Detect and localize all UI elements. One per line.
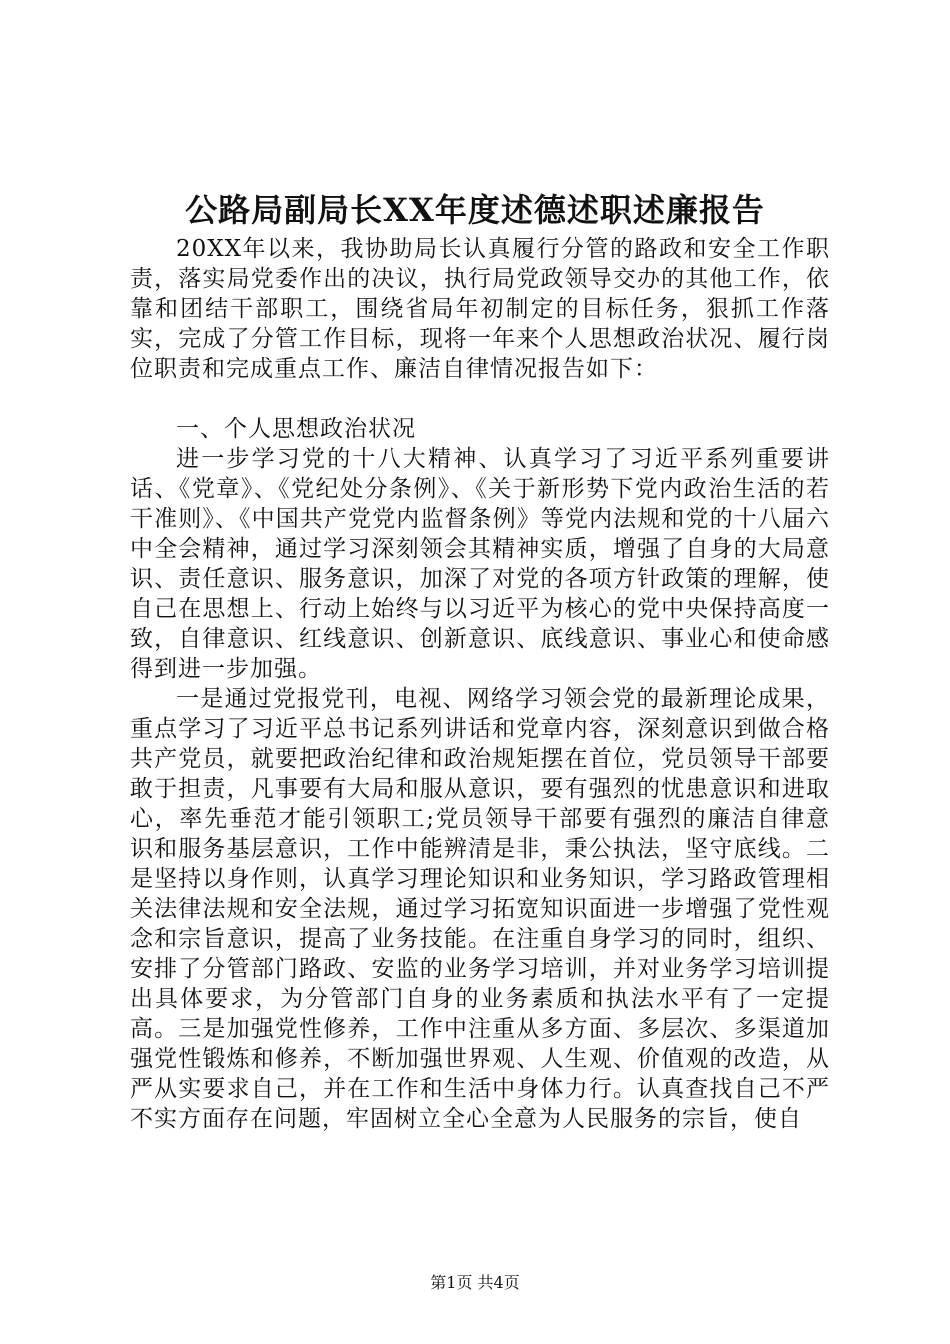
section-heading: 一、个人思想政治状况 <box>176 416 416 442</box>
paragraph-study: 进一步学习党的十八大精神、认真学习了习近平系列重要讲话、《党章》、《党纪处分条例》、《关于新形势下党内政治生活的若干准则》、《中国共产党党内监督条例》等党内法规和党的十八届六中全会精神，通过学习深刻领会其精神实质，增强了自身的大局意识、责任意识、服务意识，加深了对党的各项方针政策的理解，使自己在思想上、行动上始终与以习近平为核心的党中央保持高度一致，自律意识、红线意识、创新意识、底线意识、事业心和使命感得到进一步加强。 <box>130 446 830 682</box>
paragraph-intro: 20XX年以来，我协助局长认真履行分管的路政和安全工作职责，落实局党委作出的决议，执行局党政领导交办的其他工作，依靠和团结干部职工，围绕省局年初制定的目标任务，狠抓工作落实，完成了分管工作目标，现将一年来个人思想政治状况、履行岗位职责和完成重点工作、廉洁自律情况报告如下： <box>130 236 830 382</box>
document-body <box>130 234 830 1134</box>
document-title: 公路局副局长XX年度述德述职述廉报告 <box>185 191 765 229</box>
paragraph-details: 一是通过党报党刊，电视、网络学习领会党的最新理论成果，重点学习了习近平总书记系列讲话和党章内容，深刻意识到做合格共产党员，就要把政治纪律和政治规矩摆在首位，党员领导干部要敢于担责，凡事要有大局和服从意识，要有强烈的忧患意识和进取心，率先垂范才能引领职工;党员领导干部要有强烈的廉洁自律意识和服务基层意识，工作中能辨清是非，秉公执法，坚守底线。二是坚持以身作则，认真学习理论知识和业务知识，学习路政管理相关法律法规和安全法规，通过学习拓宽知识面进一步增强了党性观念和宗旨意识，提高了业务技能。在注重自身学习的同时，组织、安排了分管部门路政、安监的业务学习培训，并对业务学习培训提出具体要求，为分管部门自身的业务素质和执法水平有了一定提高。三是加强党性修养，工作中注重从多方面、多层次、多渠道加强党性锻炼和修养，不断加强世界观、人生观、价值观的改造，从严从实要求自己，并在工作和生活中身体力行。认真查找自己不严不实方面存在问题，牢固树立全心全意为人民服务的宗旨，使自 <box>130 686 830 1132</box>
page-footer: 第1页 共4页 <box>430 1273 520 1292</box>
